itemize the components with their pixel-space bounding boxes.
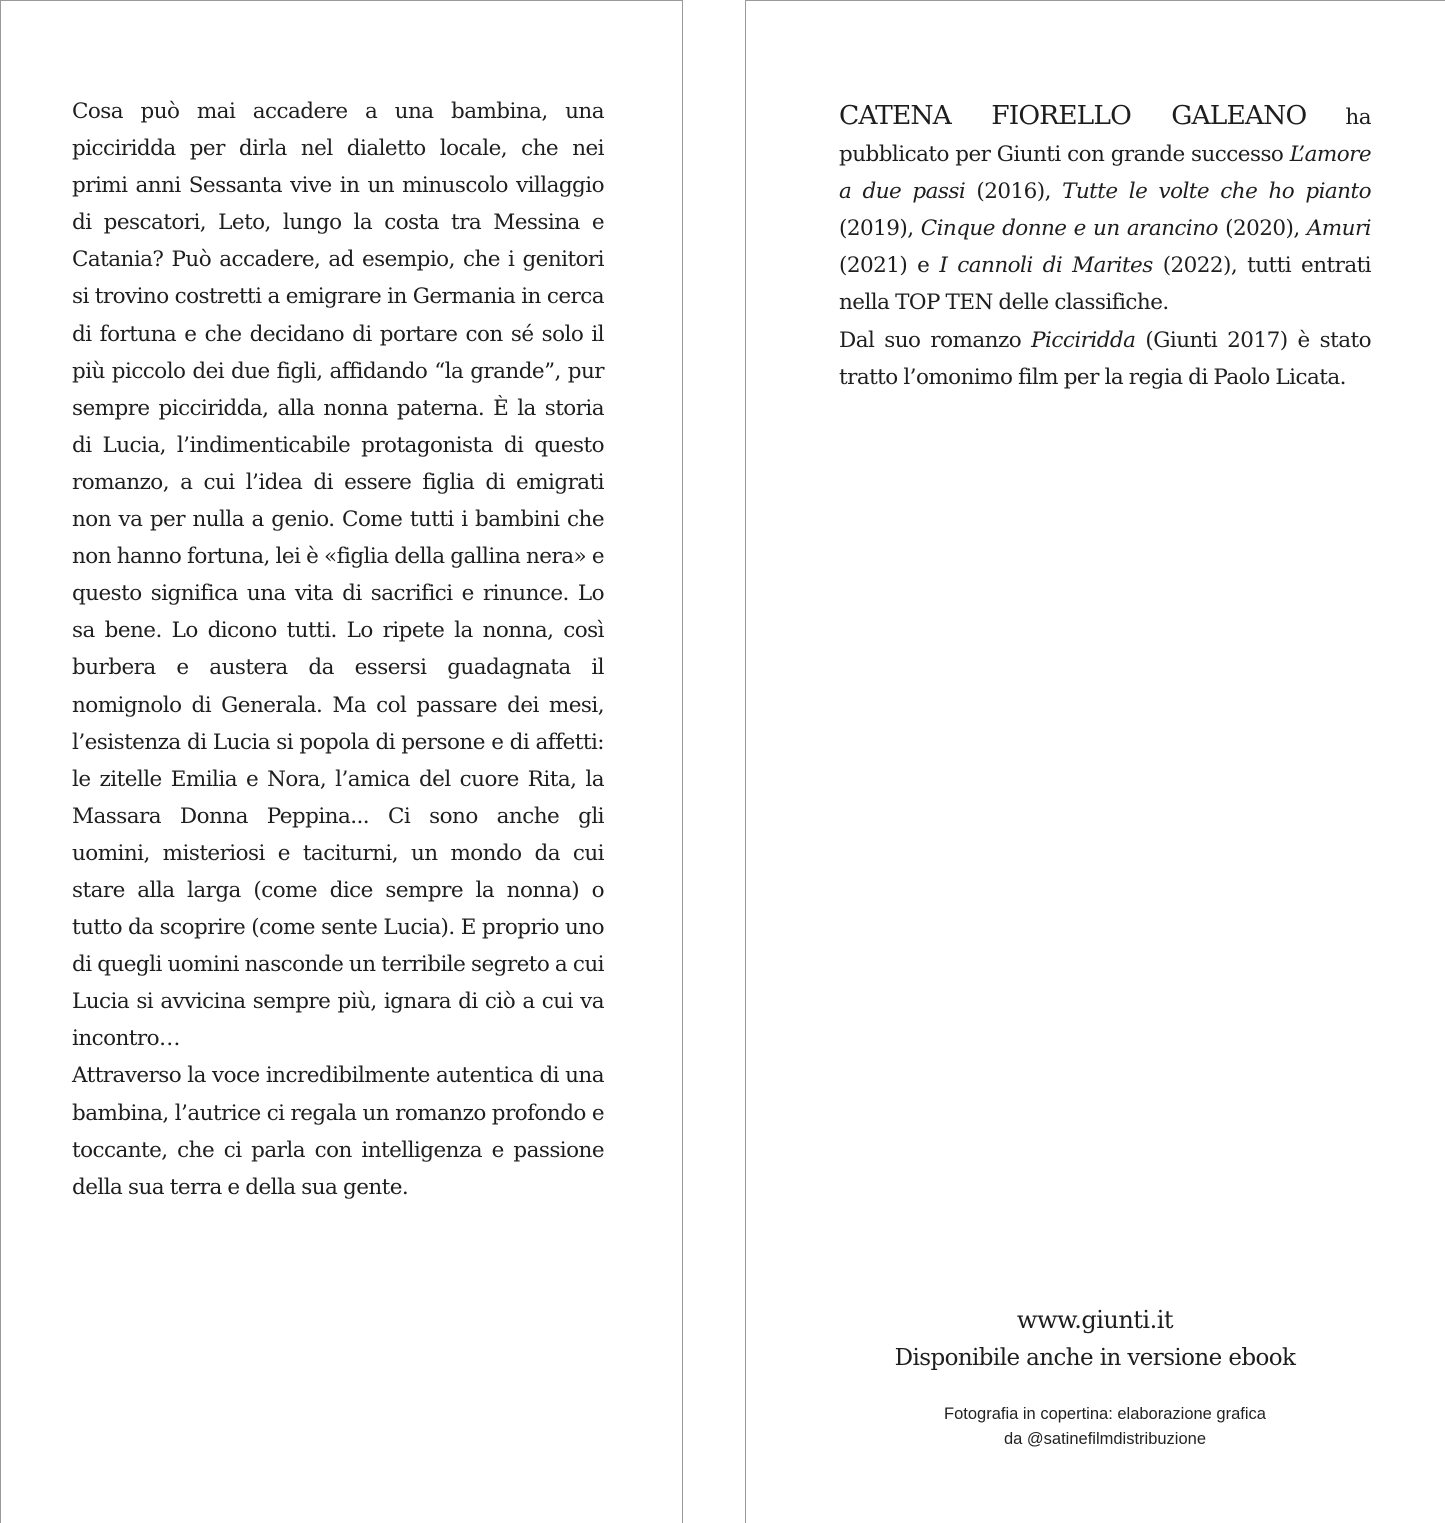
film-text: (Giunti 2017) è stato tratto l’omonimo film per la regia di Paolo Licata. <box>839 327 1371 390</box>
film-paragraph <box>839 322 1371 396</box>
book-title: Cinque donne e un arancino <box>920 216 1218 242</box>
bio-text: (2019), <box>839 216 921 242</box>
bio-text: (2016), <box>965 179 1063 205</box>
book-title: Tutte le volte che ho pianto <box>1062 179 1371 205</box>
book-blurb <box>72 93 604 1206</box>
bio-text: (2020), <box>1217 216 1307 242</box>
author-name: CATENA FIORELLO GALEANO <box>839 100 1307 131</box>
bio-text: (2021) e <box>839 253 940 279</box>
publisher-website: www.giunti.it <box>1016 1306 1174 1334</box>
photo-credit-line-2: da @satinefilmdistribuzione <box>1003 1430 1206 1448</box>
bio-text: (2022), tutti entrati nella TOP TEN delle classifiche. <box>839 253 1372 316</box>
book-title: I cannoli di Marites <box>939 253 1153 279</box>
film-text: Dal suo romanzo <box>839 327 1032 353</box>
blurb-paragraph-2: Attraverso la voce incredibilmente autentica di una bambina, l’autrice ci regala un romanzo profondo e toccante, che ci parla con intelligenza e passione della sua terra e della sua gente. <box>72 1063 604 1200</box>
bio-paragraph <box>839 97 1371 322</box>
bio-text: ha pubblicato per Giunti con grande successo <box>839 105 1371 168</box>
photo-credit <box>745 1402 1445 1452</box>
spine-gutter <box>683 0 745 1523</box>
blurb-paragraph-1: Cosa può mai accadere a una bambina, una picciridda per dirla nel dialetto locale, che nei primi anni Sessanta vive in un minuscolo villaggio di pescatori, Leto, lungo la costa tra Messina e Catania? Può accadere, ad esempio, che i genitori si trovino costretti a emigrare in Germania in cerca di fortuna e che decidano di portare con sé solo il più piccolo dei due figli, affidando “la grande”, pur sempre picciridda, alla nonna paterna. È la storia di Lucia, l’indimenticabile protagonista di questo romanzo, a cui l’idea di essere figlia di emigrati non va per nulla a genio. Come tutti i bambini che non hanno fortuna, lei è «figlia della gallina nera» e questo significa una vita di sacrifici e rinunce. Lo sa bene. Lo dicono tutti. Lo ripete la nonna, così burbera e austera da essersi guadagnata il nomignolo di Generala. Ma col passare dei mesi, l’esistenza di Lucia si popola di persone e di affetti: le zitelle Emilia e Nora, l’amica del cuore Rita, la Massara Donna Peppina... Ci sono anche gli uomini, misteriosi e taciturni, un mondo da cui stare alla larga (come dice sempre la nonna) o tutto da scoprire (come sente Lucia). E proprio uno di quegli uomini nasconde un terribile segreto a cui Lucia si avvicina sempre più, ignara di ciò a cui va incontro… <box>72 99 604 1052</box>
photo-credit-line-1: Fotografia in copertina: elaborazione grafica <box>944 1405 1266 1423</box>
author-bio <box>839 97 1371 396</box>
book-title: L’amore a due passi <box>839 142 1371 205</box>
book-title: Picciridda <box>1031 327 1136 353</box>
book-title: Amuri <box>1306 216 1371 242</box>
ebook-note: Disponibile anche in versione ebook <box>894 1345 1296 1371</box>
